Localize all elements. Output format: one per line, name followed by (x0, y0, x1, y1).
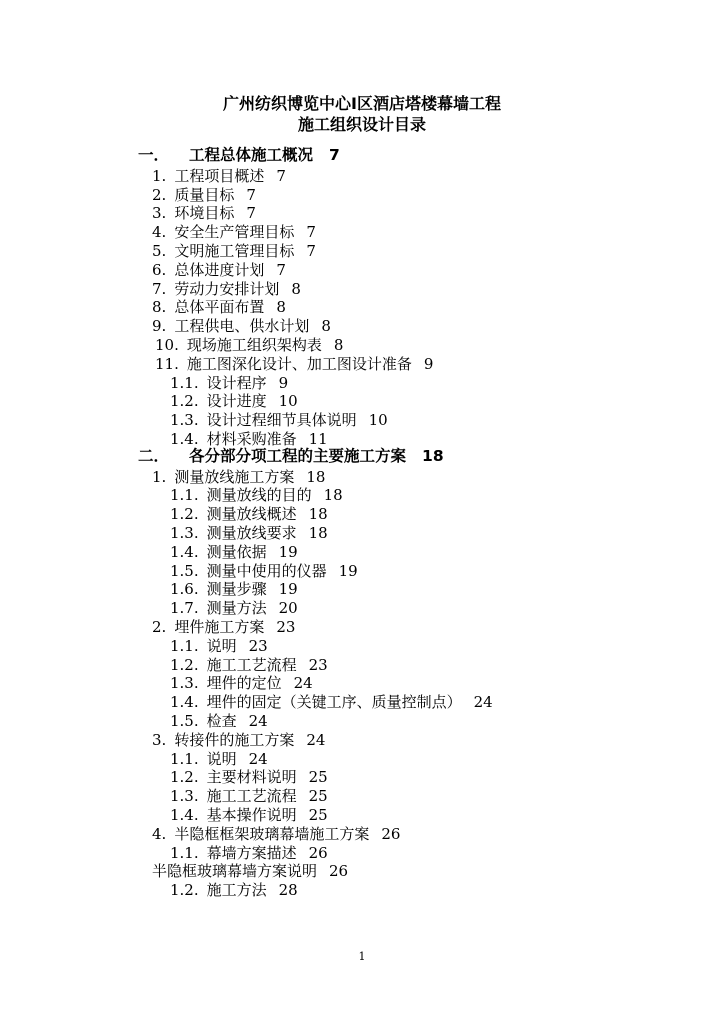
toc-entry-text: 总体平面布置 (174, 298, 265, 317)
toc-entry (170, 524, 328, 543)
toc-entry-number: 二． (138, 446, 170, 465)
toc-entry-page: 24 (248, 749, 268, 768)
toc-entry-text: 测量放线要求 (206, 524, 297, 542)
toc-entry-text: 文明施工管理目标 (174, 242, 295, 260)
toc-entry-number: 1.2. (170, 655, 199, 674)
toc-entry-number: 1.3. (170, 674, 199, 693)
toc-entry (170, 374, 288, 393)
toc-entry-page: 19 (278, 580, 298, 599)
toc-entry-text: 工程项目概述 (174, 166, 265, 185)
toc-entry-text: 施工工艺流程 (206, 655, 297, 674)
toc-entry-page: 26 (381, 824, 401, 843)
toc-entry-page: 23 (276, 618, 296, 636)
toc-entry-page: 7 (246, 185, 256, 204)
toc-entry-number: 3. (152, 730, 167, 749)
toc-entry-page: 11 (308, 430, 328, 448)
toc-entry-number: 7. (152, 279, 167, 298)
toc-entry (170, 411, 388, 430)
toc-entry (170, 750, 268, 769)
toc-entry (170, 637, 268, 656)
toc-entry-page: 25 (308, 768, 328, 787)
toc-entry-page: 9 (278, 373, 289, 392)
toc-entry (152, 242, 316, 261)
toc-entry-text: 工程供电、供水计划 (174, 317, 310, 336)
toc-entry-text: 主要材料说明 (206, 768, 297, 787)
toc-entry-number: 5. (152, 242, 167, 260)
toc-entry-number: 一． (138, 146, 170, 164)
toc-entry-number: 1. (152, 467, 167, 486)
toc-entry-text: 半隐框框架玻璃幕墙施工方案 (174, 824, 370, 843)
toc-entry-text: 设计程序 (206, 373, 267, 392)
toc-entry (170, 580, 298, 599)
toc-entry-text: 测量方法 (206, 599, 267, 618)
toc-entry-number: 1.2. (170, 392, 199, 411)
document-title: 广州纺织博览中心Ⅰ区酒店塔楼幕墙工程 (223, 94, 501, 113)
toc-entry-page: 7 (276, 260, 286, 279)
toc-entry-text: 劳动力安排计划 (174, 279, 280, 298)
toc-entry-page: 19 (338, 561, 358, 580)
toc-entry-text: 测量放线概述 (206, 505, 297, 524)
toc-entry-number: 4. (152, 824, 167, 843)
toc-entry-text: 总体进度计划 (174, 260, 265, 279)
toc-entry-number: 1.5. (170, 561, 199, 580)
toc-entry (170, 844, 328, 863)
toc-entry-page: 8 (333, 336, 344, 354)
toc-entry-page: 8 (276, 298, 286, 317)
toc-entry-number: 1.6. (170, 580, 199, 599)
toc-entry (155, 336, 343, 355)
toc-entry-text: 基本操作说明 (206, 806, 297, 824)
toc-entry-text: 测量放线的目的 (206, 486, 312, 505)
toc-entry-text: 工程总体施工概况 (189, 146, 314, 164)
toc-entry (170, 693, 493, 712)
toc-entry-page: 7 (306, 242, 316, 260)
toc-entry-text: 转接件的施工方案 (174, 730, 295, 749)
toc-entry-text: 施工图深化设计、加工图设计准备 (186, 354, 412, 373)
toc-entry (152, 204, 256, 223)
toc-entry-page: 7 (306, 223, 316, 242)
toc-entry (170, 787, 328, 806)
toc-entry-number: 1.4. (170, 806, 199, 824)
toc-entry-page: 8 (321, 317, 331, 336)
toc-entry-text: 幕墙方案描述 (206, 843, 297, 862)
toc-entry (152, 825, 400, 844)
toc-entry-page: 10 (278, 392, 298, 411)
toc-entry-number: 2. (152, 185, 167, 204)
toc-entry (170, 768, 328, 787)
toc-entry-number: 1. (152, 166, 167, 185)
toc-entry-text: 各分部分项工程的主要施工方案 (189, 446, 407, 465)
toc-entry-number: 1.3. (170, 787, 199, 806)
toc-section-heading (138, 146, 340, 165)
toc-entry (152, 468, 325, 487)
toc-entry (152, 186, 256, 205)
toc-section-heading (138, 447, 444, 466)
toc-entry-page: 7 (329, 146, 340, 164)
toc-entry-text: 说明 (206, 749, 237, 768)
toc-entry (170, 656, 328, 675)
toc-entry-number: 11. (155, 354, 179, 373)
page-number: 1 (358, 950, 366, 963)
toc-entry-number: 1.2. (170, 881, 199, 900)
toc-entry (170, 486, 343, 505)
toc-entry-page: 18 (306, 467, 326, 486)
toc-entry-number: 1.5. (170, 712, 199, 730)
toc-entry-text: 半隐框玻璃幕墙方案说明 (152, 862, 318, 881)
toc-entry (152, 261, 286, 280)
toc-entry-text: 测量放线施工方案 (174, 467, 295, 486)
toc-entry-text: 材料采购准备 (206, 430, 297, 448)
toc-entry-number: 1.1. (170, 486, 199, 505)
toc-entry-text: 测量步骤 (206, 580, 267, 599)
toc-entry-page: 24 (306, 730, 326, 749)
toc-entry-number: 1.3. (170, 524, 199, 542)
toc-entry-text: 环境目标 (174, 204, 235, 223)
toc-entry-text: 质量目标 (174, 185, 235, 204)
toc-entry-text: 设计进度 (206, 392, 267, 411)
toc-entry-page: 10 (368, 411, 388, 430)
toc-entry (170, 505, 328, 524)
toc-entry-page: 18 (308, 524, 328, 542)
toc-entry-page: 20 (278, 599, 298, 618)
toc-entry (152, 618, 295, 637)
toc-entry-text: 安全生产管理目标 (174, 223, 295, 242)
toc-entry-page: 24 (293, 674, 313, 693)
toc-entry-page: 7 (276, 166, 286, 185)
toc-entry-page: 25 (308, 806, 328, 824)
document-subtitle: 施工组织设计目录 (297, 115, 426, 134)
toc-entry-page: 26 (308, 843, 328, 862)
toc-entry-text: 测量依据 (206, 542, 267, 561)
toc-entry-number: 9. (152, 317, 167, 336)
toc-entry-text: 测量中使用的仪器 (206, 561, 327, 580)
toc-entry (152, 298, 286, 317)
toc-entry (170, 806, 328, 825)
toc-entry-text: 说明 (206, 636, 237, 655)
toc-entry-page: 18 (308, 505, 328, 524)
toc-entry-number: 1.2. (170, 505, 199, 524)
toc-entry-number: 6. (152, 260, 167, 279)
toc-entry (152, 167, 286, 186)
toc-entry (155, 355, 433, 374)
toc-entry (170, 881, 298, 900)
toc-entry-number: 1.1. (170, 636, 199, 655)
toc-entry (170, 599, 298, 618)
toc-entry-number: 3. (152, 204, 167, 223)
toc-entry (152, 317, 331, 336)
toc-entry-text: 埋件的固定（关键工序、质量控制点） (206, 693, 462, 712)
toc-entry-number: 1.1. (170, 749, 199, 768)
toc-entry-page: 18 (422, 446, 444, 465)
toc-entry-page: 7 (246, 204, 256, 223)
toc-entry-page: 23 (248, 636, 268, 655)
toc-entry-number: 1.4. (170, 430, 199, 448)
toc-entry-number: 1.4. (170, 693, 199, 712)
toc-entry (170, 543, 298, 562)
toc-entry-text: 埋件施工方案 (174, 618, 265, 636)
toc-entry-number: 1.1. (170, 373, 199, 392)
toc-entry-number: 1.2. (170, 768, 199, 787)
toc-entry-text: 现场施工组织架构表 (186, 336, 322, 354)
toc-entry-number: 8. (152, 298, 167, 317)
toc-entry-text: 埋件的定位 (206, 674, 282, 693)
toc-entry-page: 24 (473, 693, 493, 712)
toc-entry-text: 施工工艺流程 (206, 787, 297, 806)
toc-entry-page: 8 (291, 279, 301, 298)
toc-entry-page: 18 (323, 486, 343, 505)
toc-entry-number: 10. (155, 336, 179, 354)
toc-entry-text: 施工方法 (206, 881, 267, 900)
toc-entry-text: 检查 (206, 712, 237, 730)
toc-entry-page: 24 (248, 712, 268, 730)
toc-entry-number: 1.4. (170, 542, 199, 561)
toc-entry-page: 25 (308, 787, 328, 806)
toc-entry-page: 9 (423, 354, 434, 373)
toc-entry-number: 1.1. (170, 843, 199, 862)
toc-entry-number: 4. (152, 223, 167, 242)
toc-entry (170, 712, 268, 731)
toc-entry-page: 26 (329, 862, 349, 881)
toc-entry-page: 28 (278, 881, 298, 900)
toc-entry-page: 19 (278, 542, 298, 561)
toc-entry-page: 23 (308, 655, 328, 674)
toc-entry-number: 2. (152, 618, 167, 636)
toc-entry (152, 280, 301, 299)
toc-entry (170, 562, 358, 581)
toc-entry-number: 1.7. (170, 599, 199, 618)
toc-entry-text: 设计过程细节具体说明 (206, 411, 357, 430)
toc-entry (170, 674, 313, 693)
toc-entry (170, 392, 298, 411)
toc-entry (152, 223, 316, 242)
toc-entry (152, 862, 348, 881)
toc-entry-number: 1.3. (170, 411, 199, 430)
toc-entry (152, 731, 325, 750)
